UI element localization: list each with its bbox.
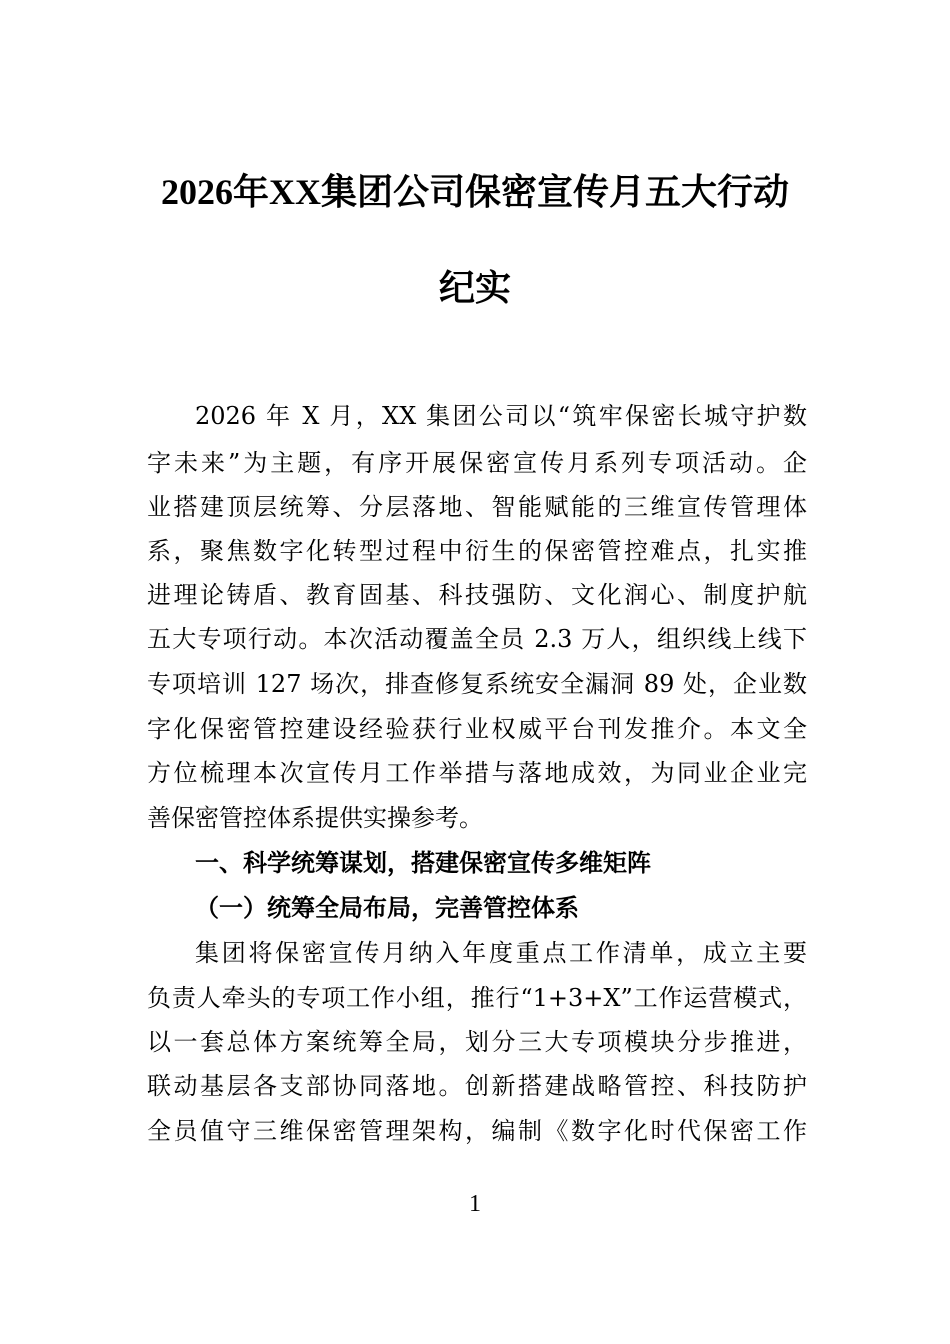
document-title-line-1: 2026年XX集团公司保密宣传月五大行动 [161,172,789,212]
intro-line: 字未来”为主题，有序开展保密宣传月系列专项活动。企 [147,449,807,477]
section-line: 以一套总体方案统筹全局，划分三大专项模块分步推进， [147,1028,807,1056]
page-number: 1 [469,1191,481,1217]
section-heading-level-2: （一）统筹全局布局，完善管控体系 [195,893,579,922]
section-line: 联动基层各支部协同落地。创新搭建战略管控、科技防护 [147,1072,807,1100]
intro-line: 专项培训 127 场次，排查修复系统安全漏洞 89 处，企业数 [147,670,807,698]
intro-line: 系，聚焦数字化转型过程中衍生的保密管控难点，扎实推 [147,537,807,565]
section-line: 全员值守三维保密管理架构，编制《数字化时代保密工作 [147,1117,807,1145]
intro-line: 方位梳理本次宣传月工作举措与落地成效，为同业企业完 [147,759,807,787]
intro-line: 五大专项行动。本次活动覆盖全员 2.3 万人，组织线上线下 [147,625,807,653]
section-line: 集团将保密宣传月纳入年度重点工作清单，成立主要 [195,939,807,967]
intro-line: 善保密管控体系提供实操参考。 [147,804,483,832]
intro-line: 进理论铸盾、教育固基、科技强防、文化润心、制度护航 [147,581,807,609]
section-line: 负责人牵头的专项工作小组，推行“1+3+X”工作运营模式， [147,984,807,1012]
intro-line: 业搭建顶层统筹、分层落地、智能赋能的三维宣传管理体 [147,493,807,521]
intro-line: 2026 年 X 月，XX 集团公司以“筑牢保密长城守护数 [195,402,807,430]
section-heading-level-1: 一、科学统筹谋划，搭建保密宣传多维矩阵 [195,849,651,877]
document-title-line-2: 纪实 [438,268,511,308]
intro-line: 字化保密管控建设经验获行业权威平台刊发推介。本文全 [147,715,807,743]
